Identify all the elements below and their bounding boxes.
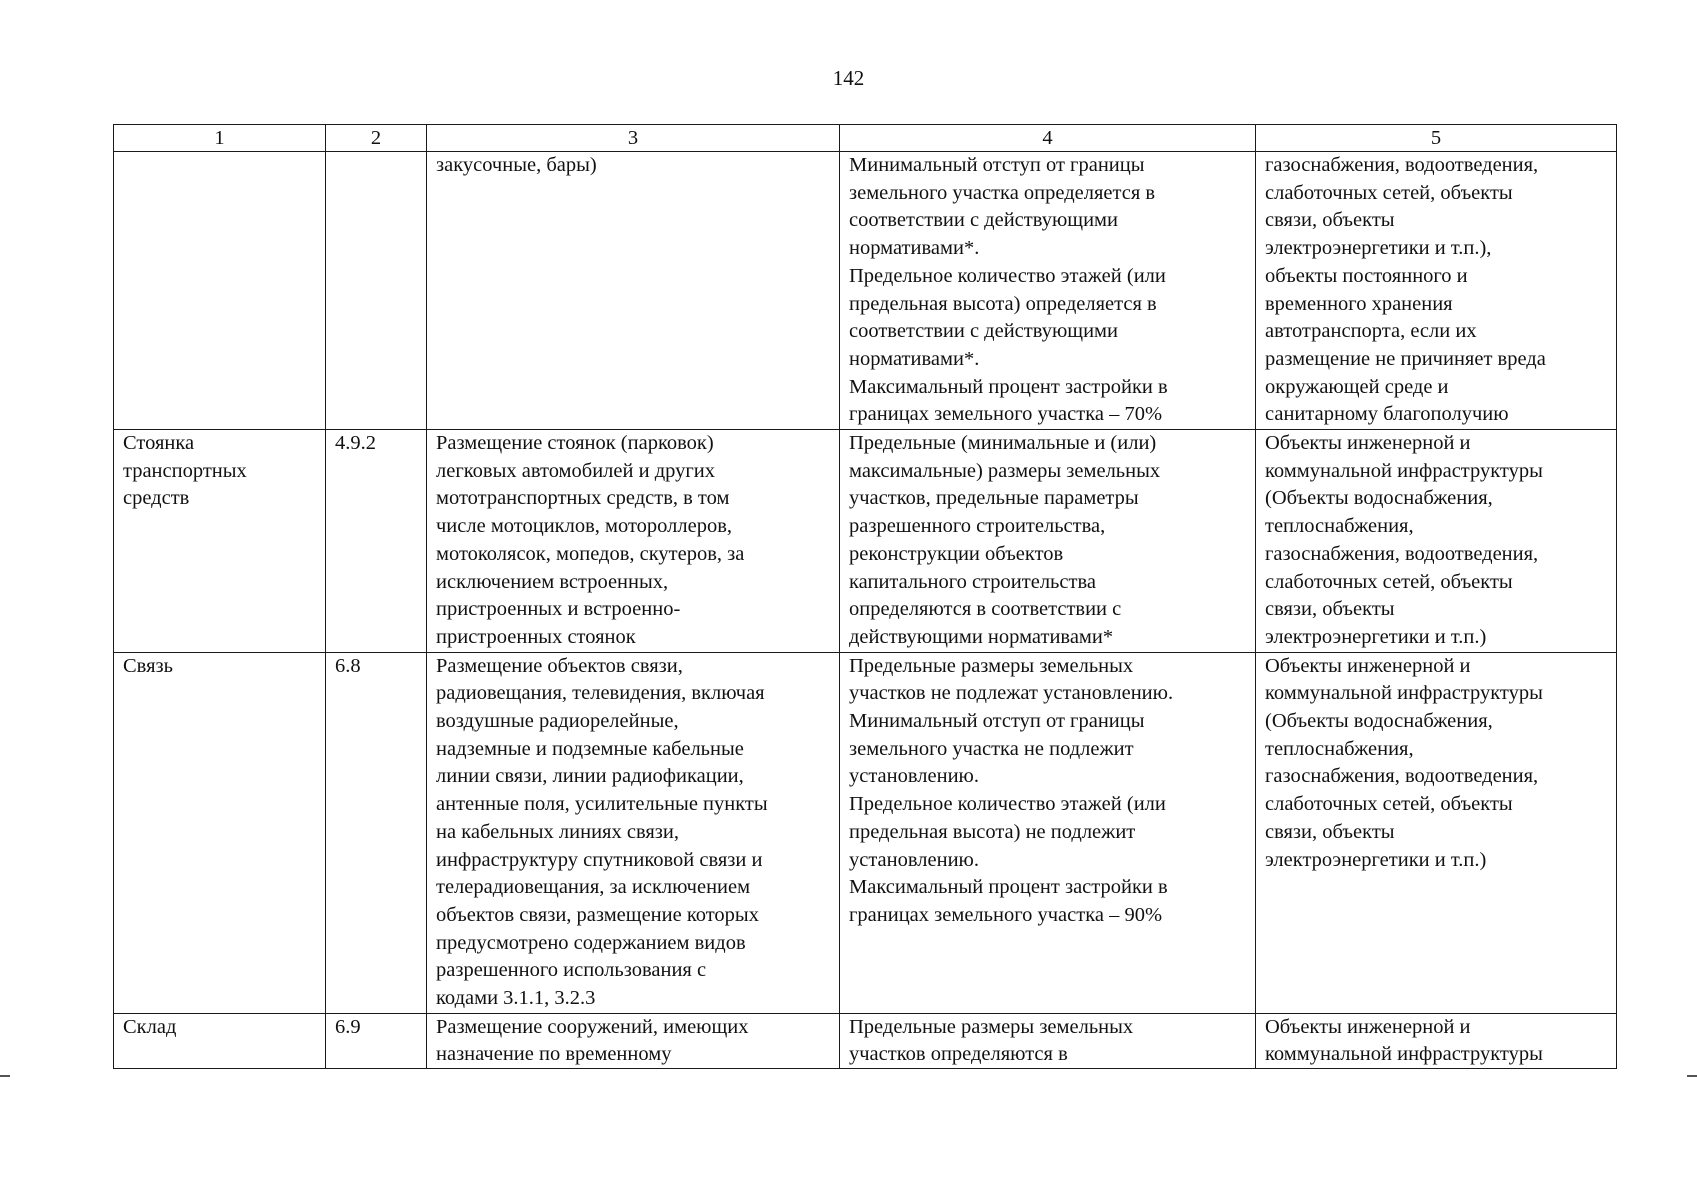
zoning-table: [113, 124, 1617, 1069]
column-number-4: 4: [840, 125, 1256, 152]
use-description-cell: закусочные, бары): [427, 152, 840, 430]
table-row: [114, 152, 1617, 430]
use-code-cell: [326, 152, 427, 430]
table-row: [114, 1013, 1617, 1068]
use-code-cell: 6.9: [326, 1013, 427, 1068]
parameters-cell: Предельные размеры земельных участков не подлежат установлению. Минимальный отступ от границы земельного участка не подлежит установлению. Предельное количество этажей (или предельная высота) не подлежит установлению. Максимальный процент застройки в границах земельного участка – 90%: [840, 652, 1256, 1013]
page-number: 142: [832, 66, 865, 90]
use-name-cell: Стоянка транспортных средств: [114, 430, 326, 653]
parameters-cell: Минимальный отступ от границы земельного участка определяется в соответствии с действующими нормативами*. Предельное количество этажей (или предельная высота) определяется в соответствии с действующими нормативами*. Максимальный процент застройки в границах земельного участка – 70%: [840, 152, 1256, 430]
parameters-cell: Предельные размеры земельных участков определяются в: [840, 1013, 1256, 1068]
column-number-row: [114, 125, 1617, 152]
left-edge-mark: [0, 1075, 10, 1077]
column-number-5: 5: [1256, 125, 1617, 152]
column-number-3: 3: [427, 125, 840, 152]
use-name-cell: Связь: [114, 652, 326, 1013]
use-code-cell: 6.8: [326, 652, 427, 1013]
use-description-cell: Размещение сооружений, имеющих назначение по временному: [427, 1013, 840, 1068]
use-description-cell: Размещение стоянок (парковок) легковых автомобилей и других мототранспортных средств, в том числе мотоциклов, мотороллеров, мотоколясок, мопедов, скутеров, за исключением встроенных, пристроенных и встроенно- пристроенных стоянок: [427, 430, 840, 653]
right-edge-mark: [1687, 1075, 1697, 1077]
column-number-1: 1: [114, 125, 326, 152]
use-code-cell: 4.9.2: [326, 430, 427, 653]
parameters-cell: Предельные (минимальные и (или) максимальные) размеры земельных участков, предельные параметры разрешенного строительства, реконструкции объектов капитального строительства определяются в соответствии с действующими нормативами*: [840, 430, 1256, 653]
table-row: [114, 430, 1617, 653]
auxiliary-uses-cell: Объекты инженерной и коммунальной инфраструктуры: [1256, 1013, 1617, 1068]
auxiliary-uses-cell: Объекты инженерной и коммунальной инфраструктуры (Объекты водоснабжения, теплоснабжения, газоснабжения, водоотведения, слаботочных сетей, объекты связи, объекты электроэнергетики и т.п.): [1256, 430, 1617, 653]
use-description-cell: Размещение объектов связи, радиовещания, телевидения, включая воздушные радиорелейные, надземные и подземные кабельные линии связи, линии радиофикации, антенные поля, усилительные пункты на кабельных линиях связи, инфраструктуру спутниковой связи и телерадиовещания, за исключением объектов связи, размещение которых предусмотрено содержанием видов разрешенного использования с кодами 3.1.1, 3.2.3: [427, 652, 840, 1013]
use-name-cell: Склад: [114, 1013, 326, 1068]
use-name-cell: [114, 152, 326, 430]
auxiliary-uses-cell: газоснабжения, водоотведения, слаботочных сетей, объекты связи, объекты электроэнергетики и т.п.), объекты постоянного и временного хранения автотранспорта, если их размещение не причиняет вреда окружающей среде и санитарному благополучию: [1256, 152, 1617, 430]
auxiliary-uses-cell: Объекты инженерной и коммунальной инфраструктуры (Объекты водоснабжения, теплоснабжения, газоснабжения, водоотведения, слаботочных сетей, объекты связи, объекты электроэнергетики и т.п.): [1256, 652, 1617, 1013]
table-row: [114, 652, 1617, 1013]
column-number-2: 2: [326, 125, 427, 152]
